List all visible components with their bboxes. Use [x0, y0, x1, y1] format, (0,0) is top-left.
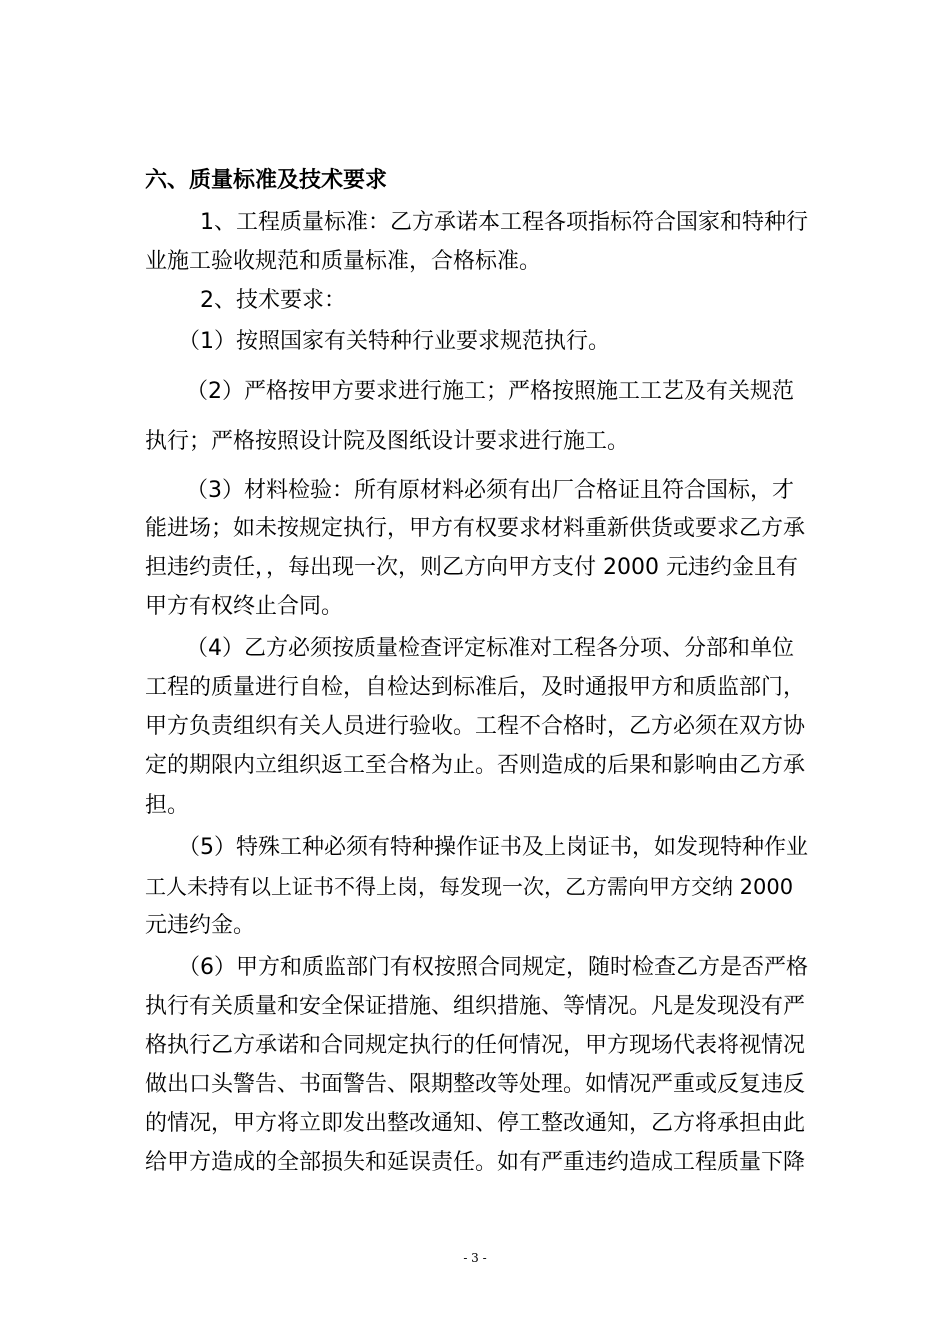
text-line: （3）材料检验：所有原材料必须有出厂合格证且符合国标，才 [186, 478, 794, 503]
text-line: 给甲方造成的全部损失和延误责任。如有严重违约造成工程质量下降 [145, 1150, 806, 1175]
text-line: （6）甲方和质监部门有权按照合同规定，随时检查乙方是否严格 [178, 955, 808, 980]
text-line: 格执行乙方承诺和合同规定执行的任何情况，甲方现场代表将视情况 [145, 1033, 806, 1058]
section-heading: 六、质量标准及技术要求 [145, 168, 388, 193]
text-line: （1）按照国家有关特种行业要求规范执行。 [178, 329, 610, 354]
text-line: （2）严格按甲方要求进行施工；严格按照施工工艺及有关规范 [186, 379, 794, 404]
text-line: 工人未持有以上证书不得上岗，每发现一次，乙方需向甲方交纳 2000 [145, 875, 794, 899]
text-line: （5）特殊工种必须有特种操作证书及上岗证书，如发现特种作业 [178, 835, 808, 860]
text-line: 能进场；如未按规定执行，甲方有权要求材料重新供货或要求乙方承 [145, 516, 806, 541]
text-line: 甲方负责组织有关人员进行验收。工程不合格时，乙方必须在双方协 [145, 714, 806, 739]
text-line: 担违约责任，，每出现一次，则乙方向甲方支付 2000 元违约金且有 [145, 555, 798, 580]
text-line: 执行；严格按照设计院及图纸设计要求进行施工。 [145, 429, 630, 454]
text-line: 定的期限内立组织返工至合格为止。否则造成的后果和影响由乙方承 [145, 753, 806, 778]
text-line: 元违约金。 [145, 913, 256, 938]
text-line: 的情况，甲方将立即发出整改通知、停工整改通知，乙方将承担由此 [145, 1111, 806, 1136]
text-line: 甲方有权终止合同。 [145, 594, 344, 619]
text-line: 执行有关质量和安全保证措施、组织措施、等情况。凡是发现没有严 [145, 994, 806, 1019]
text-line: 担。 [145, 793, 190, 818]
text-line: 工程的质量进行自检，自检达到标准后，及时通报甲方和质监部门， [145, 675, 806, 700]
text-line: （4）乙方必须按质量检查评定标准对工程各分项、分部和单位 [186, 636, 794, 661]
page-number: - 3 - [463, 1251, 487, 1265]
text-line: 1、工程质量标准：乙方承诺本工程各项指标符合国家和特种行 [200, 210, 808, 235]
text-line: 业施工验收规范和质量标准，合格标准。 [145, 249, 542, 274]
text-line: 2、技术要求： [200, 288, 346, 313]
text-line: 做出口头警告、书面警告、限期整改等处理。如情况严重或反复违反 [145, 1072, 806, 1097]
